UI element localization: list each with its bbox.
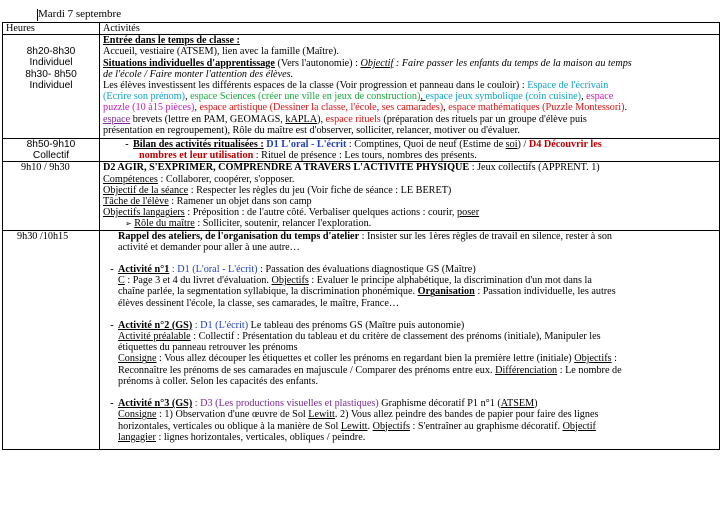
- time-cell: [3, 230, 100, 449]
- text-line: Consigne : Vous allez découper les étiquettes et coller les prénoms en regardant bien la première lettre (initiale) Objectifs :: [118, 353, 617, 365]
- text-line: puzzle (10 à15 pièces), espace artistique (Dessiner la classe, l'école, ses camarades), espace mathématiques (Puzzle Montessori).: [103, 102, 628, 114]
- text-line: Situations individuelles d'apprentissage (Vers l'autonomie) : Objectif : Faire passer les enfants du temps de la maison au temps: [103, 57, 632, 69]
- text-line: espace brevets (lettre en PAM, GEOMAGS, kAPLA), espace rituels (préparation des rituels par un groupe d'élève puis: [103, 113, 587, 125]
- text-line: D2 AGIR, S'EXPRIMER, COMPRENDRE A TRAVERS L'ACTIVITE PHYSIQUE : Jeux collectifs (APPRENT. 1): [103, 162, 600, 174]
- text-line: ➢ Rôle du maître : Solliciter, soutenir, relancer l'exploration.: [125, 218, 372, 230]
- section-heading: Entrée dans le temps de classe :: [103, 35, 240, 47]
- text-line: - Bilan des activités ritualisées : D1 L'oral - L'écrit : Comptines, Quoi de neuf (Estime de soi) / D4 Découvrir les: [125, 139, 602, 151]
- text-line: élèves dessinent l'école, la classe, ses camarades, le maître, France…: [118, 297, 400, 309]
- text-line: C : Page 3 et 4 du livret d'évaluation. Objectifs : Evaluer le principe alphabétique, la discrimination d'un mot dans la: [118, 275, 592, 287]
- table-row: [3, 230, 720, 449]
- text-line: horizontales, verticales ou oblique à la manière de Sol Lewitt. Objectifs : S'entraîner au graphisme décoratif. Objectif: [118, 420, 596, 432]
- table-row: [3, 35, 720, 139]
- table-header-row: [3, 23, 720, 35]
- text-line: présentation en regroupement), Rôle du maître est d'observer, solliciter, relancer, motiver ou d'évaluer.: [103, 124, 520, 136]
- text-line: prénoms à coller. Selon les capacités des enfants.: [118, 375, 319, 387]
- time-slot: 9h30 /10h15: [17, 230, 69, 242]
- page-date: Mardi 7 septembre: [38, 8, 122, 20]
- activity-cell: [100, 162, 720, 230]
- activity-cell: [100, 139, 720, 162]
- text-line: - Activité n°2 (GS) : D1 (L'écrit) Le tableau des prénoms GS (Maître puis autonomie): [110, 319, 465, 331]
- text-line: activité et demander pour aller à une autre…: [118, 241, 300, 253]
- text-line: Consigne : 1) Observation d'une œuvre de Sol Lewitt. 2) Vous allez peindre des bandes de papier pour faire des lignes: [118, 409, 599, 421]
- time-slot: 9h10 / 9h30: [21, 162, 70, 174]
- text-line: chaîne parlée, la segmentation syllabique, la discrimination phonémique. Organisation : Passation individuelle, les autres: [118, 286, 616, 298]
- time-cell: [3, 139, 100, 162]
- text-line: Activité préalable : Collectif : Présentation du tableau et du critère de classement des prénoms (initiale), Manipuler les: [118, 331, 601, 343]
- time-mode: Individuel: [29, 57, 73, 69]
- time-slot: 8h50-9h10: [26, 139, 76, 151]
- text-line: Accueil, vestiaire (ATSEM), lien avec la famille (Maître).: [103, 46, 339, 58]
- text-line: de l'école / Faire monter l'attention des élèves.: [103, 68, 294, 80]
- text-line: - Activité n°1 : D1 (L'oral - L'écrit) : Passation des évaluations diagnostique GS (Maître): [110, 264, 476, 276]
- text-line: Objectifs langagiers : Préposition : de l'autre côté. Verbaliser quelques actions : courir, poser: [103, 207, 480, 219]
- time-cell: [3, 162, 100, 230]
- time-slot: 8h30- 8h50: [25, 68, 77, 80]
- activity-cell: [100, 230, 720, 449]
- table-row: [3, 162, 720, 230]
- text-line: Tâche de l'élève : Ramener un objet dans son camp: [103, 196, 312, 208]
- table-row: [3, 139, 720, 162]
- text-line: (Ecrire son prénom), espace Sciences (créer une ville en jeux de construction), espace jeux symbolique (coin cuisine), espace: [103, 91, 614, 103]
- text-line: étiquettes du panneau retrouver les prénoms: [118, 342, 298, 354]
- text-line: Reconnaître les prénoms de ses camarades en majuscule / Comparer des prénoms entre eux. Différenciation : Le nombre de: [118, 364, 622, 376]
- time-mode: Individuel: [29, 79, 73, 91]
- text-line: - Activité n°3 (GS) : D3 (Les productions visuelles et plastiques) Graphisme décoratif P1 n°1 (ATSEM): [110, 398, 538, 410]
- text-line: langagier : lignes horizontales, verticales, obliques / peindre.: [118, 431, 366, 443]
- text-line: Rappel des ateliers, de l'organisation du temps d'atelier : Insister sur les 1ères règles de travail en silence, rester à son: [118, 230, 613, 242]
- schedule-table: [2, 22, 720, 450]
- text-line: Les élèves investissent les différents espaces de la classe (Voir progression et panneau dans le couloir) : Espace de l'écrivain: [103, 80, 609, 92]
- time-slot: 8h20-8h30: [26, 46, 76, 58]
- text-line: nombres et leur utilisation : Rituel de présence : Les tours, nombres des présents.: [139, 150, 477, 162]
- time-mode: Collectif: [32, 150, 70, 162]
- text-line: Objectif de la séance : Respecter les règles du jeu (Voir fiche de séance : LE BERET): [103, 184, 452, 196]
- arrow-bullet-icon: ➢: [125, 219, 132, 229]
- time-cell: [3, 35, 100, 139]
- text-line: Compétences : Collaborer, coopérer, s'opposer.: [103, 173, 295, 185]
- header-hours: Heures: [3, 23, 100, 35]
- activity-cell: [100, 35, 720, 139]
- header-activities: Activités: [100, 23, 720, 35]
